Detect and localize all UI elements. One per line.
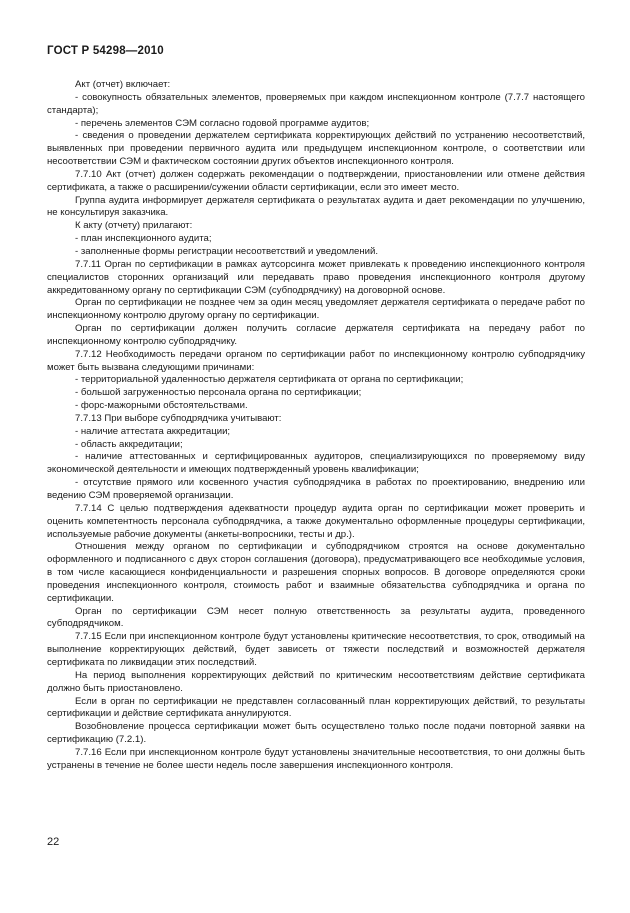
paragraph: Орган по сертификации не позднее чем за один месяц уведомляет держателя сертификата о передаче работ по инспекционному контролю другому органу по сертификации. bbox=[47, 297, 585, 322]
paragraph: Отношения между органом по сертификации и субподрядчиком строятся на основе документально оформленного и подписанного с двух сторон соглашения (договора), предусматривающего все необходимые условия, в том числе касающиеся конфиденциальности и разрешения спорных вопросов. В договоре определяются сроки проведения инспекционного контроля, стоимость работ и взаимные обязательства субподрядчика и органа по сертификации. bbox=[47, 541, 585, 604]
body-text bbox=[47, 79, 585, 773]
paragraph: 7.7.10 Акт (отчет) должен содержать рекомендации о подтверждении, приостановлении или отмене действия сертификата, а также о расширении/сужении области сертификации, если это имеет место. bbox=[47, 168, 585, 193]
list-item: - отсутствие прямого или косвенного участия субподрядчика в работах по проектированию, внедрению или ведению СЭМ проверяемой организации. bbox=[47, 477, 585, 501]
list-item: - наличие аттестата аккредитации; bbox=[75, 425, 231, 437]
page-number: 22 bbox=[47, 836, 60, 848]
paragraph: 7.7.12 Необходимость передачи органом по сертификации работ по инспекционному контролю субподрядчику может быть вызвана следующими причинами: bbox=[47, 348, 585, 373]
list-item: - заполненные формы регистрации несоответствий и уведомлений. bbox=[75, 245, 379, 257]
paragraph: Если в орган по сертификации не представлен согласованный план корректирующих действий, то результаты сертификации и действие сертификата аннулируются. bbox=[47, 695, 585, 720]
document-header: ГОСТ Р 54298—2010 bbox=[47, 45, 164, 57]
list-item: - форс-мажорными обстоятельствами. bbox=[75, 400, 248, 412]
paragraph: 7.7.13 При выборе субподрядчика учитывают: bbox=[75, 412, 282, 424]
paragraph: К акту (отчету) прилагают: bbox=[75, 220, 193, 232]
list-item: - сведения о проведении держателем сертификата корректирующих действий по устранению несоответствий, выявленных при проведении первичного аудита или предыдущем инспекционном контроле, о соответствии или несоответствии СЭМ и фактическом состоянии других объектов инспекционного контроля. bbox=[47, 130, 585, 168]
paragraph: Группа аудита информирует держателя сертификата о результатах аудита и дает рекомендации по улучшению, не консультируя заказчика. bbox=[47, 194, 585, 219]
paragraph: Возобновление процесса сертификации может быть осуществлено только после подачи повторной заявки на сертификацию (7.2.1). bbox=[47, 721, 585, 746]
paragraph: 7.7.16 Если при инспекционном контроле будут установлены значительные несоответствия, то они должны быть устранены в течение не более шести недель после завершения инспекционного контроля. bbox=[47, 746, 585, 771]
paragraph: 7.7.11 Орган по сертификации в рамках аутсорсинга может привлекать к проведению инспекционного контроля специалистов сторонних организаций или передавать право проведения инспекционного контроля другому аккредитованному органу по сертификации СЭМ (субподрядчику) на договорной основе. bbox=[47, 258, 585, 296]
list-item: - совокупность обязательных элементов, проверяемых при каждом инспекционном контроле (7.7.7 настоящего стандарта); bbox=[47, 91, 585, 116]
list-item: - план инспекционного аудита; bbox=[75, 233, 212, 245]
paragraph: Орган по сертификации СЭМ несет полную ответственность за результаты аудита, проведенного субподрядчиком. bbox=[47, 605, 585, 630]
paragraph: Акт (отчет) включает: bbox=[75, 79, 171, 90]
paragraph: 7.7.14 С целью подтверждения адекватности процедур аудита орган по сертификации может проверить и оценить компетентность персонала субподрядчика, а также документально оформленные процедуры сертификации, используемые рабочие документы (анкеты-вопросники, тесты и др.). bbox=[47, 502, 585, 540]
list-item: - территориальной удаленностью держателя сертификата от органа по сертификации; bbox=[75, 374, 464, 386]
paragraph: На период выполнения корректирующих действий по критическим несоответствиям действие сертификата должно быть приостановлено. bbox=[47, 669, 585, 694]
list-item: - область аккредитации; bbox=[75, 438, 183, 450]
list-item: - большой загруженностью персонала органа по сертификации; bbox=[75, 387, 362, 399]
paragraph: Орган по сертификации должен получить согласие держателя сертификата на передачу работ по инспекционному контролю субподрядчику. bbox=[47, 323, 585, 347]
list-item: - перечень элементов СЭМ согласно годовой программе аудитов; bbox=[75, 117, 370, 129]
list-item: - наличие аттестованных и сертифицированных аудиторов, специализирующихся по проверяемому виду экономической деятельности и имеющих подтвержденный уровень квалификации; bbox=[47, 451, 585, 476]
paragraph: 7.7.15 Если при инспекционном контроле будут установлены критические несоответствия, то срок, отводимый на выполнение корректирующих действий, будет зависеть от тяжести последствий и возможностей держателя сертификата по ликвидации этих последствий. bbox=[47, 631, 585, 668]
